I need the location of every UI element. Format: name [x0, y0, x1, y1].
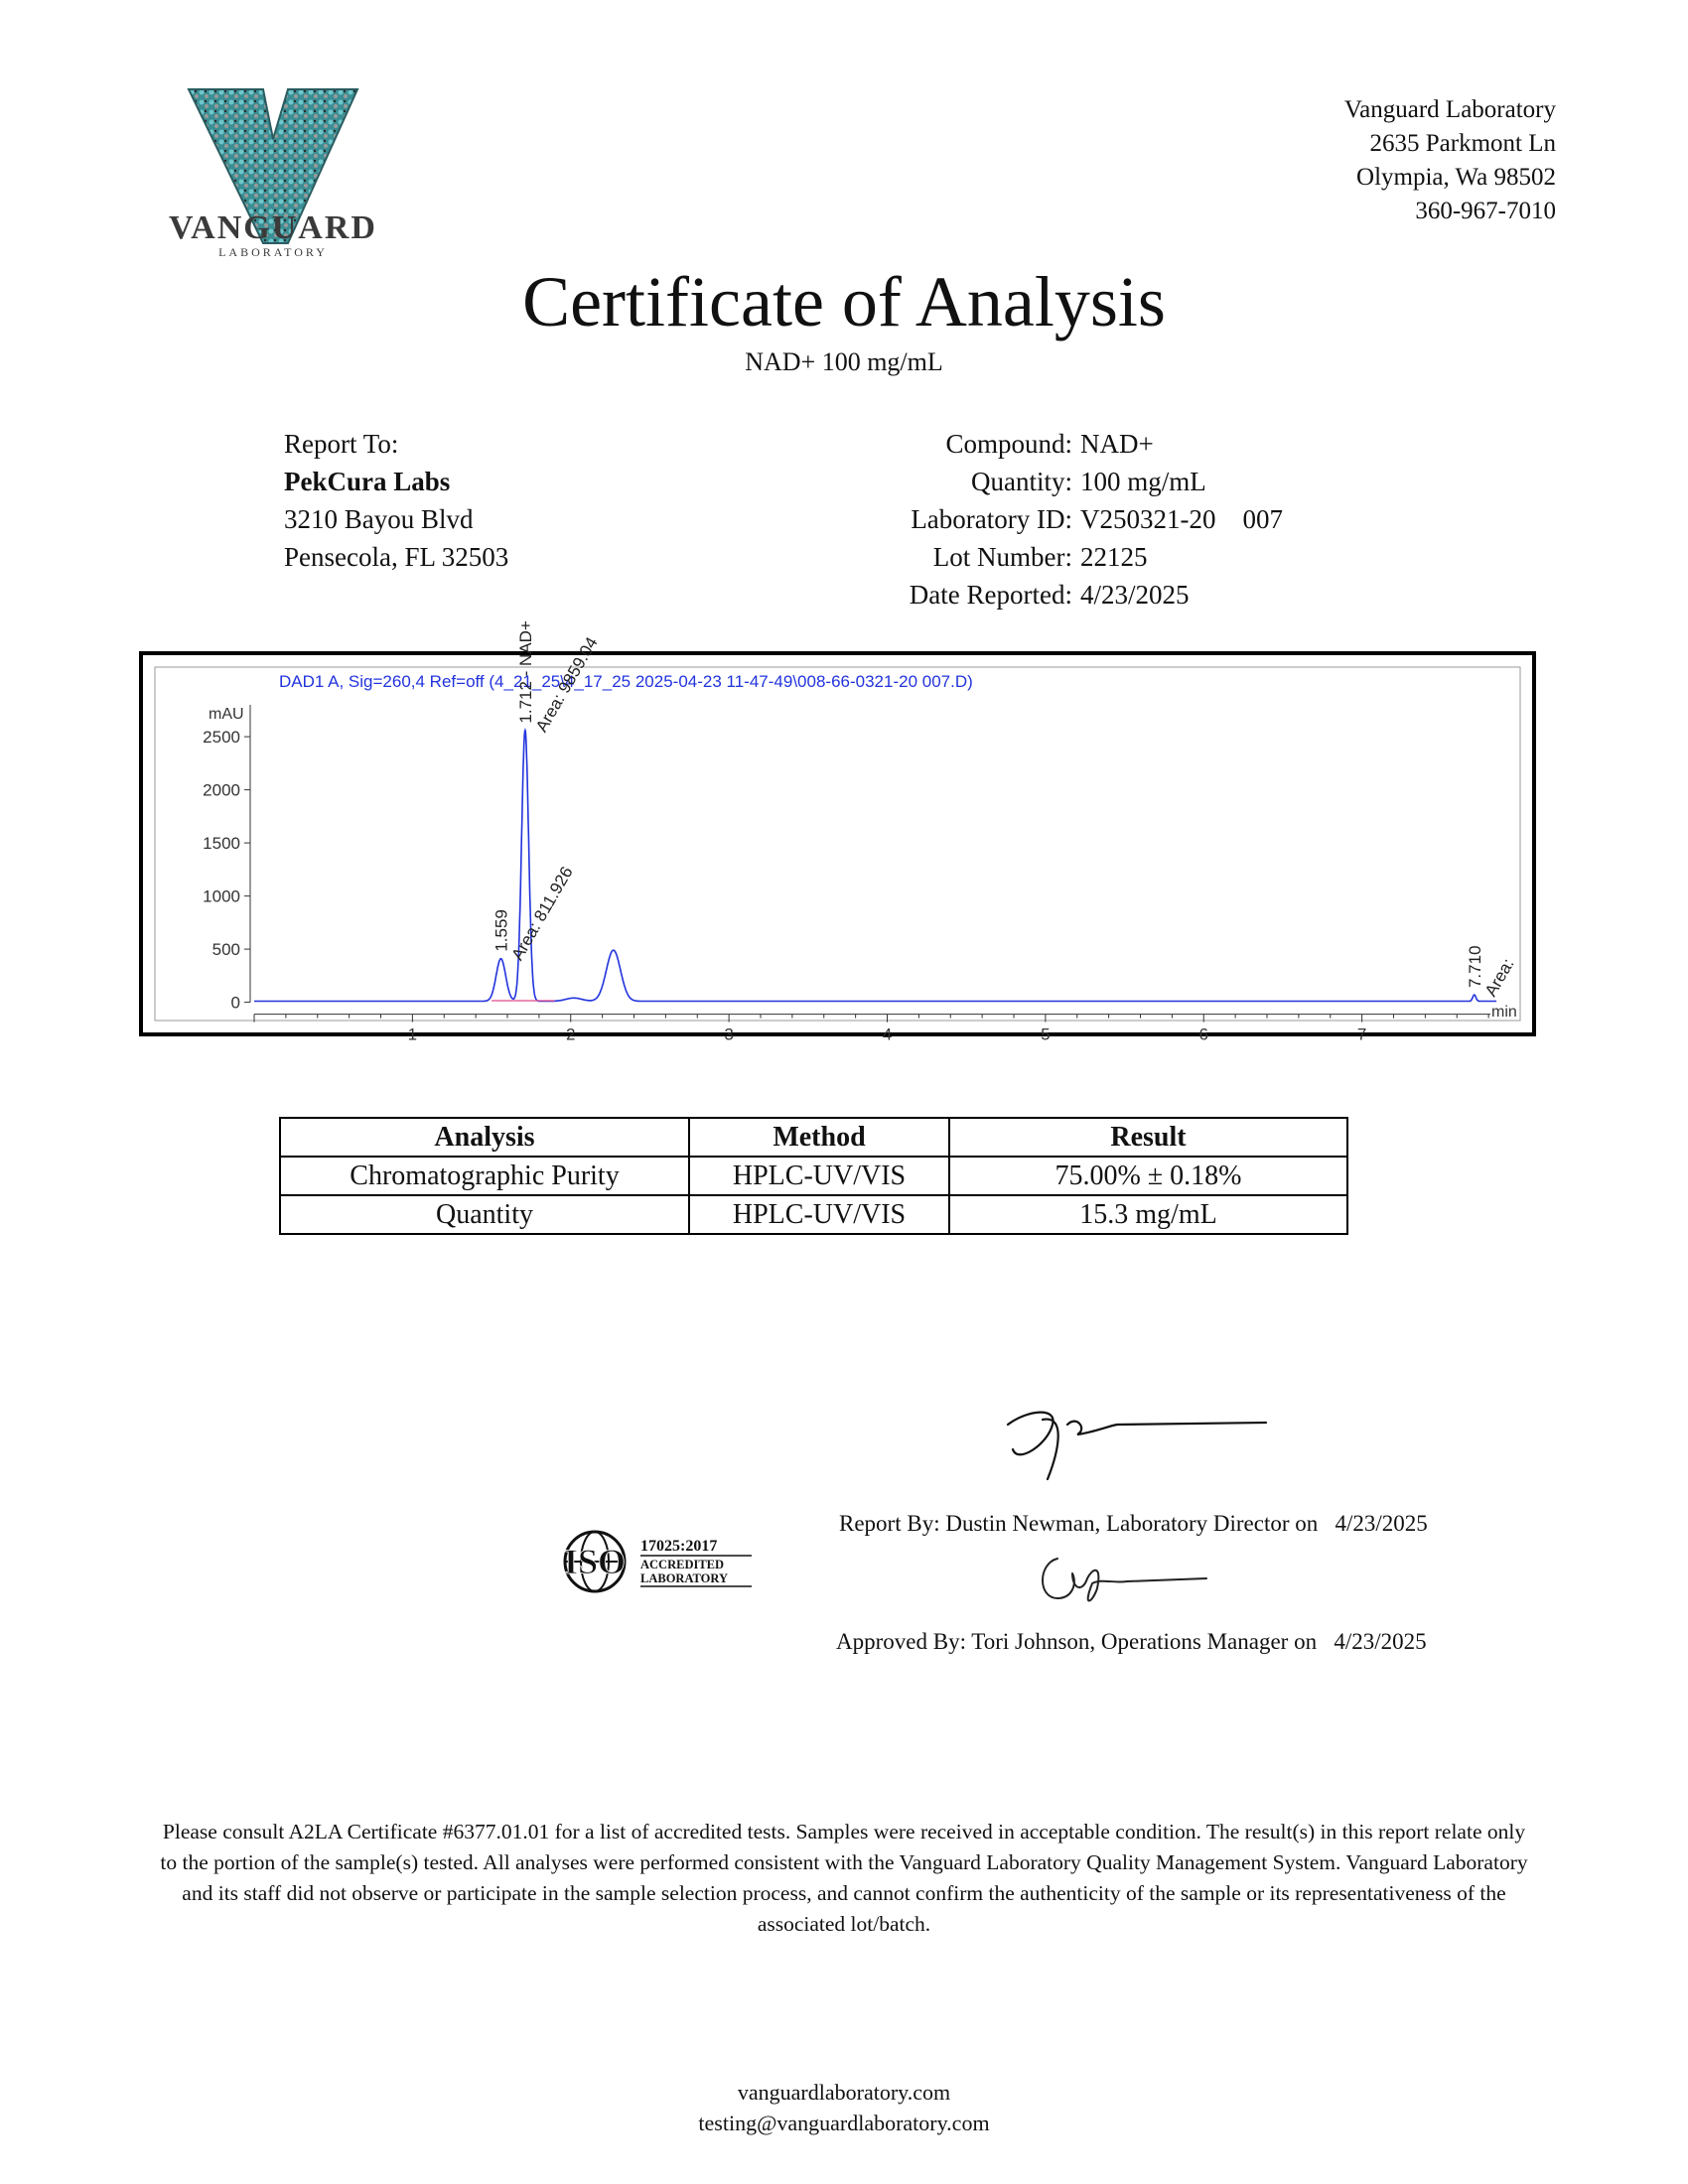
iso-mark: ISO — [563, 1542, 627, 1581]
peak-rt-label: 1.712 - NAD+ — [515, 620, 535, 724]
peak-area-label: Area: — [1480, 955, 1518, 1001]
peak-label-group — [1466, 945, 1518, 1000]
x-tick-label: 4 — [882, 1024, 893, 1044]
analysis-cell: Quantity — [280, 1195, 689, 1234]
iso-standard: 17025:2017 — [640, 1538, 718, 1555]
compound-label: Compound: — [945, 429, 1072, 459]
lot-value: 22125 — [1080, 542, 1148, 572]
footer-website: vanguardlaboratory.com — [737, 2080, 951, 2105]
client-street: 3210 Bayou Blvd — [284, 504, 474, 534]
results-table — [279, 1117, 1348, 1235]
table-row — [280, 1195, 1347, 1234]
date-label: Date Reported: — [909, 580, 1072, 610]
peak-area-label: Area: 811.926 — [507, 863, 577, 964]
method-cell: HPLC-UV/VIS — [689, 1157, 949, 1195]
table-row — [280, 1157, 1347, 1195]
table-header-row — [280, 1118, 1347, 1157]
x-tick-label: 7 — [1356, 1024, 1367, 1044]
lab-id-label: Laboratory ID: — [911, 504, 1072, 534]
x-tick-label: 5 — [1041, 1024, 1051, 1044]
svg-text:LABORATORY: LABORATORY — [218, 245, 328, 259]
chart-title: DAD1 A, Sig=260,4 Ref=off (4_21_25\4_17_25 2025-04-23 11-47-49\008-66-0321-20 007.D) — [279, 672, 973, 691]
y-tick-label: 500 — [211, 940, 240, 960]
x-tick-label: 3 — [724, 1024, 734, 1044]
iso-accreditation-badge — [561, 1527, 760, 1596]
iso-laboratory: LABORATORY — [640, 1571, 729, 1585]
client-city: Pensecola, FL 32503 — [284, 542, 509, 572]
peak-rt-label: 7.710 — [1465, 945, 1484, 989]
lab-street: 2635 Parkmont Ln — [1369, 130, 1556, 157]
quantity-label: Quantity: — [971, 467, 1072, 496]
page-subtitle: NAD+ 100 mg/mL — [745, 347, 943, 376]
y-tick-label: 1500 — [203, 834, 240, 854]
lab-address — [1344, 93, 1556, 228]
analysis-cell: Chromatographic Purity — [280, 1157, 689, 1195]
x-axis-label: min — [1491, 1004, 1517, 1021]
peak-rt-label: 1.559 — [492, 909, 511, 952]
approved-by-line: Approved By: Tori Johnson, Operations Manager on 4/23/2025 — [836, 1629, 1427, 1654]
chromatogram — [143, 620, 1532, 1044]
method-cell: HPLC-UV/VIS — [689, 1195, 949, 1234]
y-axis-label: mAU — [209, 706, 244, 723]
chromatogram-frame — [139, 620, 1536, 1044]
result-cell: 75.00% ± 0.18% — [949, 1157, 1347, 1195]
peak-label-group — [492, 864, 576, 964]
header-method: Method — [689, 1118, 949, 1157]
plot-border — [155, 667, 1520, 1021]
lab-id-value: V250321-20 007 — [1080, 504, 1283, 534]
header-result: Result — [949, 1118, 1347, 1157]
x-tick-label: 1 — [407, 1024, 418, 1044]
footer-email: testing@vanguardlaboratory.com — [698, 2111, 990, 2135]
quantity-value: 100 mg/mL — [1080, 467, 1206, 496]
report-to-block — [284, 425, 508, 576]
y-tick-label: 2500 — [203, 728, 240, 748]
disclaimer-text: Please consult A2LA Certificate #6377.01.01 for a list of accredited tests. Samples were received in acceptable condition. The result(s) in this report relate only to the portion of the sample(s) tested. All analyses were performed consistent with the Vanguard Laboratory Quality Management System. Vanguard Laboratory and its staff did not observe or participate in the sample selection process, and cannot confirm the authenticity of the sample or its representativeness of the associated lot/batch. — [160, 1820, 1528, 1936]
x-tick-label: 6 — [1198, 1024, 1208, 1044]
vanguard-logo — [159, 79, 387, 268]
peak-area-label: Area: 9859.04 — [531, 633, 602, 736]
date-value: 4/23/2025 — [1080, 580, 1190, 610]
compound-value: NAD+ — [1080, 429, 1154, 459]
client-company: PekCura Labs — [284, 467, 451, 496]
header-analysis: Analysis — [280, 1118, 689, 1157]
iso-accredited: ACCREDITED — [640, 1558, 725, 1571]
footer — [0, 2077, 1688, 2138]
director-signature — [998, 1395, 1276, 1484]
report-to-label: Report To: — [284, 429, 399, 459]
chromatogram-trace — [254, 731, 1496, 1002]
x-tick-label: 2 — [566, 1024, 576, 1044]
result-cell: 15.3 mg/mL — [949, 1195, 1347, 1234]
lab-city: Olympia, Wa 98502 — [1356, 164, 1556, 191]
lot-label: Lot Number: — [932, 542, 1072, 572]
svg-text:VANGUARD: VANGUARD — [169, 209, 377, 246]
lab-name: Vanguard Laboratory — [1343, 96, 1556, 123]
lab-phone: 360-967-7010 — [1415, 198, 1556, 224]
y-tick-label: 1000 — [203, 887, 240, 906]
y-tick-label: 0 — [230, 993, 240, 1013]
sample-info-block — [794, 425, 1283, 614]
manager-signature — [1033, 1544, 1211, 1613]
y-tick-label: 2000 — [203, 780, 240, 800]
report-by-line: Report By: Dustin Newman, Laboratory Director on 4/23/2025 — [839, 1511, 1428, 1536]
page-title: Certificate of Analysis — [522, 262, 1166, 341]
